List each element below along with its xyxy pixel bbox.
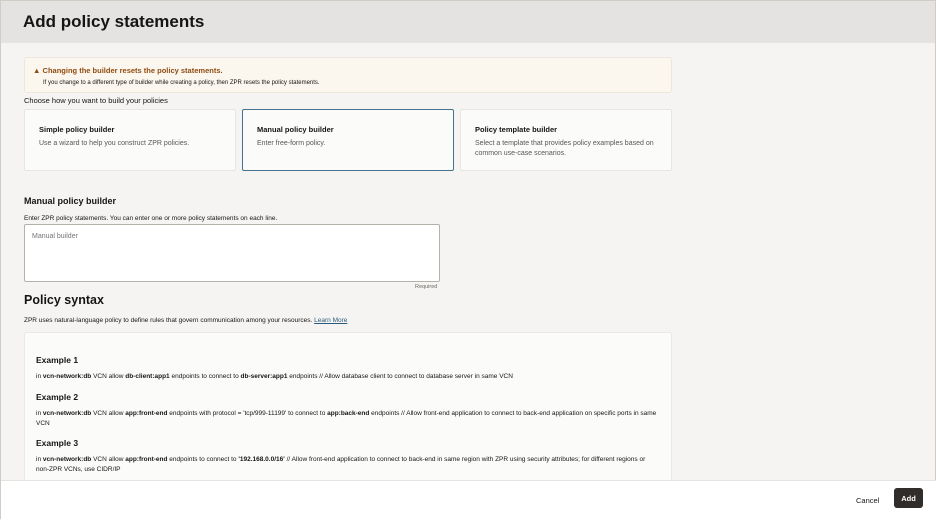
example-term: db-server:app1: [240, 373, 288, 380]
example-text: in: [36, 373, 43, 380]
dialog-header: [1, 1, 935, 43]
warning-banner: [24, 57, 672, 93]
page-title: Add policy statements: [23, 12, 205, 31]
example-statement: [36, 455, 660, 475]
example-text: VCN allow: [91, 409, 126, 417]
example-text: endpoints to connect to: [169, 373, 241, 380]
warning-triangle-icon: ▲: [33, 66, 41, 75]
add-button[interactable]: Add: [894, 488, 923, 508]
card-desc: Select a template that provides policy examples based on common use-case scenarios.: [475, 140, 654, 157]
warning-title: Changing the builder resets the policy statements.: [42, 66, 223, 75]
example-text: endpoints // Allow database client to connect to database server in same VCN: [287, 373, 513, 380]
manual-policy-builder-card[interactable]: [242, 109, 454, 171]
card-title: Manual policy builder: [257, 125, 334, 134]
example-statement: [36, 409, 660, 429]
example-statement: [36, 372, 660, 382]
policy-syntax-text: [24, 317, 347, 324]
example-text: endpoints with protocol = 'tcp/999-11199' to connect to: [167, 409, 328, 417]
example-text: // Allow front-end application to connect to back-end in same region with ZPR using security attributes; for different regions or non-ZPR VCNs, use CIDR/IP: [36, 456, 646, 473]
policy-statements-input[interactable]: [24, 224, 440, 282]
dialog-footer: [1, 480, 936, 520]
simple-policy-builder-card[interactable]: [24, 109, 236, 171]
example-term: app:back-end: [327, 409, 370, 417]
example-text: VCN allow: [91, 373, 126, 380]
manual-builder-heading: Manual policy builder: [24, 196, 117, 206]
example-term: app:front-end: [125, 409, 168, 417]
choose-label: Choose how you want to build your policies: [24, 96, 168, 105]
policy-template-builder-card[interactable]: [460, 109, 672, 171]
policy-syntax-heading: Policy syntax: [24, 293, 104, 307]
manual-builder-instructions: Enter ZPR policy statements. You can enter one or more policy statements on each line.: [24, 215, 278, 222]
card-title: Simple policy builder: [39, 125, 115, 134]
examples-panel: [24, 332, 672, 482]
example-term: vcn-network:db: [42, 409, 92, 417]
card-desc: Enter free-form policy.: [257, 140, 326, 147]
syntax-description: ZPR uses natural-language policy to define rules that govern communication among your resources.: [24, 317, 313, 324]
example-term: vcn-network:db: [42, 373, 92, 380]
example-text: endpoints to connect to: [167, 456, 239, 464]
example-text: in: [36, 456, 43, 464]
learn-more-link[interactable]: Learn More: [314, 317, 348, 324]
card-desc: Use a wizard to help you construct ZPR policies.: [39, 140, 190, 147]
example-text: VCN allow: [91, 456, 126, 464]
example-term: '192.168.0.0/16': [238, 456, 285, 464]
cancel-button[interactable]: Cancel: [849, 491, 886, 510]
example-title: Example 1: [36, 355, 79, 365]
card-title: Policy template builder: [475, 125, 558, 134]
example-title: Example 3: [36, 438, 79, 449]
warning-detail: If you change to a different type of builder while creating a policy, then ZPR resets the policy statements.: [43, 80, 320, 86]
example-title: Example 2: [36, 391, 79, 402]
example-term: app:front-end: [125, 456, 168, 464]
example-term: db-client:app1: [125, 373, 170, 380]
required-hint: Required: [415, 284, 438, 290]
example-text: endpoints // Allow front-end application to connect to back-end application on specific ports in same VCN: [36, 409, 657, 427]
example-term: vcn-network:db: [42, 456, 92, 464]
example-text: in: [36, 409, 43, 417]
